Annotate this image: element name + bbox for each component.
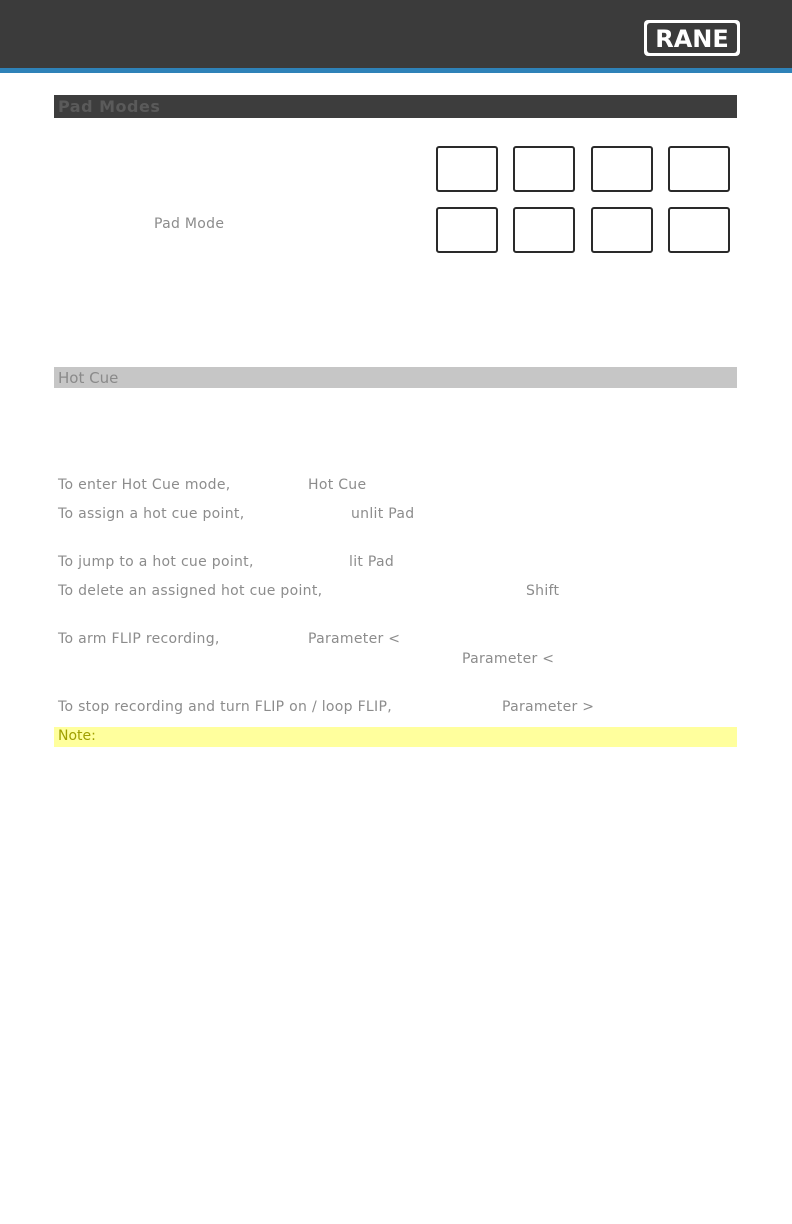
instruction-stop-flip-text: To stop recording and turn FLIP on / loop FLIP, [58,699,392,715]
instruction-delete-key: Shift [526,583,560,599]
pad-2 [513,146,575,192]
instruction-assign-key: unlit Pad [351,506,415,522]
pad-1 [436,146,498,192]
pad-4 [668,146,730,192]
note-box [54,727,737,747]
rane-logo-text: RANE [655,25,729,53]
instruction-jump-key: lit Pad [349,554,395,570]
pad-8 [668,207,730,253]
pad-3 [591,146,653,192]
section-header-pad-modes [54,95,737,118]
pad-mode-label: Pad Mode [154,216,225,232]
instruction-stop-flip-key: Parameter > [502,699,595,715]
pad-5 [436,207,498,253]
instruction-assign-text: To assign a hot cue point, [58,506,245,522]
instruction-enter-text: To enter Hot Cue mode, [58,477,231,493]
rane-logo [644,20,740,56]
instruction-enter-key: Hot Cue [308,477,367,493]
instruction-jump-text: To jump to a hot cue point, [58,554,254,570]
section-title: Pad Modes [58,97,161,116]
header-accent-line [0,68,792,73]
instruction-arm-flip-text: To arm FLIP recording, [58,631,220,647]
note-label: Note: [58,728,96,744]
pad-6 [513,207,575,253]
instruction-arm-flip-key: Parameter < [308,631,401,647]
section-title: Hot Cue [58,369,119,387]
section-header-hot-cue [54,367,737,388]
instruction-arm-flip-key-2: Parameter < [462,651,555,667]
instruction-delete-text: To delete an assigned hot cue point, [58,583,323,599]
pad-7 [591,207,653,253]
